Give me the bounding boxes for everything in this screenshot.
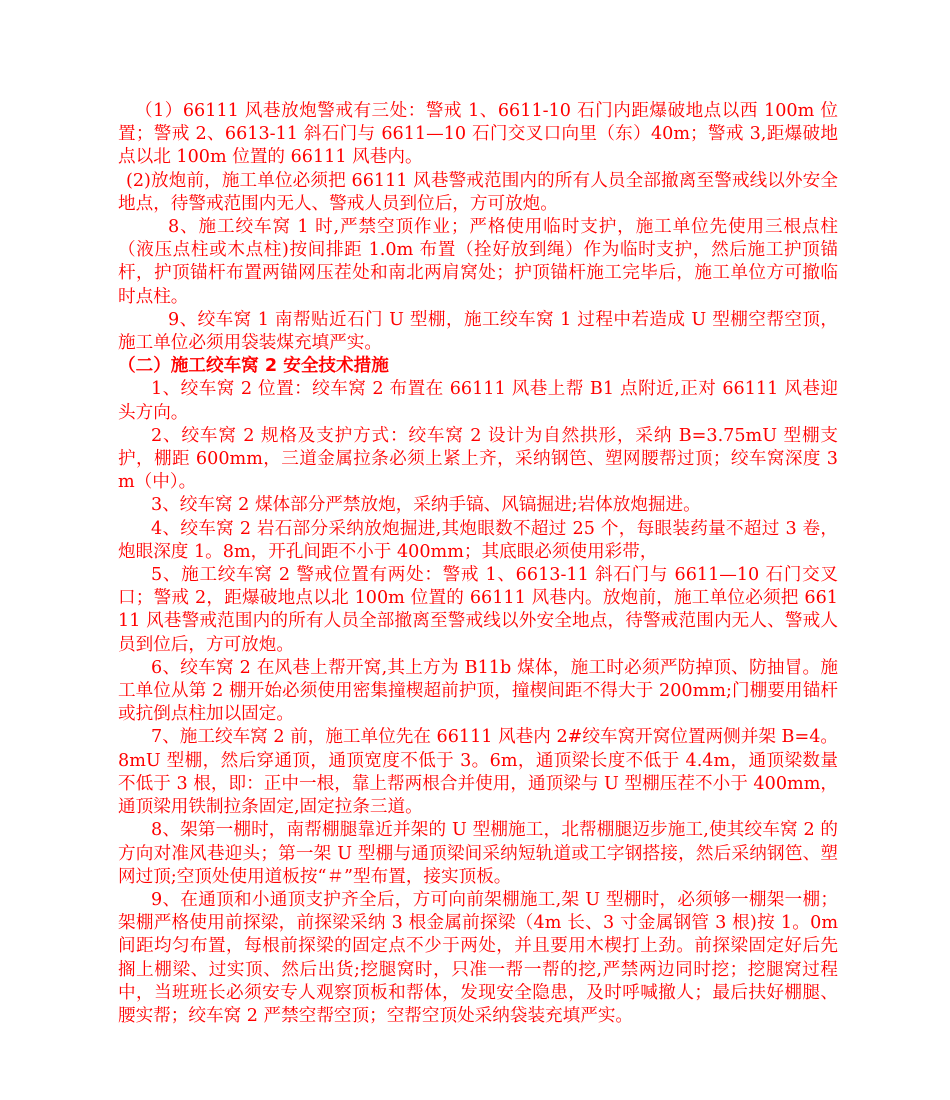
document-page [118, 100, 838, 1028]
section-heading-winch-pit-2: （二）施工绞车窝 2 安全技术措施 [118, 356, 389, 377]
paragraph-1-warning-points: （1）66111 风巷放炮警戒有三处：警戒 1、6611-10 石门内距爆破地点以西 100m 位置；警戒 2、6613-11 斜石门与 6611—10 石门交叉口向里（东）40m；警戒 3,距爆破地点以北 100m 位置的 66111 风巷内。 [118, 101, 838, 168]
paragraph-winch2-item-9: 9、在通顶和小通顶支护齐全后，方可向前架棚施工,架 U 型棚时，必须够一棚架一棚；架棚严格使用前探梁，前探梁采纳 3 根金属前探梁（4m 长、3 寸金属钢管 3 根)按 1。0m 间距均匀布置，每根前探梁的固定点不少于两处，并且要用木楔打上劲。前探梁固定好后先搁上棚梁、过实顶、然后出货;挖腿窝时，只准一帮一帮的挖,严禁两边同时挖；挖腿窝过程中，当班班长必须安专人观察顶板和帮体，发现安全隐患，及时呼喊撤人；最后扶好棚腿、腰实帮；绞车窝 2 严禁空帮空顶；空帮空顶处采纳袋装充填严实。 [118, 889, 838, 1026]
paragraph-item-9: 9、绞车窝 1 南帮贴近石门 U 型棚，施工绞车窝 1 过程中若造成 U 型棚空帮空顶，施工单位必须用袋装煤充填严实。 [118, 309, 838, 354]
paragraph-winch2-item-3: 3、绞车窝 2 煤体部分严禁放炮，采纳手镐、风镐掘进;岩体放炮掘进。 [151, 495, 701, 516]
paragraph-winch2-item-2: 2、绞车窝 2 规格及支护方式：绞车窝 2 设计为自然拱形，采纳 B=3.75mU 型棚支护，棚距 600mm，三道金属拉条必须上紧上齐，采纳钢笆、塑网腰帮过顶；绞车窝深度 3m（中）。 [118, 425, 838, 493]
paragraph-winch2-item-8: 8、架第一棚时，南帮棚腿靠近并架的 U 型棚施工，北帮棚腿迈步施工,使其绞车窝 2 的方向对准风巷迎头；第一架 U 型棚与通顶梁间采纳短轨道或工字钢搭接，然后采纳钢笆、塑网过顶;空顶处使用道板按“＃”型布置，接实顶板。 [118, 820, 838, 887]
paragraph-winch2-item-5: 5、施工绞车窝 2 警戒位置有两处：警戒 1、6613-11 斜石门与 6611—10 石门交叉口；警戒 2，距爆破地点以北 100m 位置的 66111 风巷内。放炮前，施工单位必须把 66111 风巷警戒范围内的所有人员全部撤离至警戒线以外安全地点，待警戒范围内无人、警戒人员到位后，方可放炮。 [118, 565, 838, 655]
paragraph-2-before-blasting: (2)放炮前，施工单位必须把 66111 风巷警戒范围内的所有人员全部撤离至警戒线以外安全地点，待警戒范围内无人、警戒人员到位后，方可放炮。 [118, 170, 838, 214]
paragraph-item-8: 8、施工绞车窝 1 时,严禁空顶作业；严格使用临时支护，施工单位先使用三根点柱（液压点柱或木点柱)按间排距 1.0m 布置（拴好放到绳）作为临时支护，然后施工护顶锚杆，护顶锚杆布置两锚网压茬处和南北两肩窝处；护顶锚杆施工完毕后，施工单位方可撤临时点柱。 [118, 217, 838, 307]
paragraph-winch2-item-6: 6、绞车窝 2 在风巷上帮开窝,其上方为 B11b 煤体，施工时必须严防掉顶、防抽冒。施工单位从第 2 棚开始必须使用密集撞楔超前护顶，撞楔间距不得大于 200mm;门棚要用锚杆或抗倒点柱加以固定。 [118, 657, 838, 725]
paragraph-winch2-item-1: 1、绞车窝 2 位置：绞车窝 2 布置在 66111 风巷上帮 B1 点附近,正对 66111 风巷迎头方向。 [118, 379, 838, 423]
paragraph-winch2-item-4: 4、绞车窝 2 岩石部分采纳放炮掘进,其炮眼数不超过 25 个，每眼装药量不超过 3 卷，炮眼深度 1。8m，开孔间距不小于 400mm；其底眼必须使用彩带， [118, 518, 838, 562]
paragraph-winch2-item-7: 7、施工绞车窝 2 前，施工单位先在 66111 风巷内 2#绞车窝开窝位置两侧并架 B=4。8mU 型棚，然后穿通顶，通顶宽度不低于 3。6m，通顶梁长度不低于 4.4m，通顶梁数量不低于 3 根，即：正中一根，靠上帮两根合并使用，通顶梁与 U 型棚压茬不小于 400mm，通顶梁用铁制拉条固定,固定拉条三道。 [118, 727, 838, 818]
